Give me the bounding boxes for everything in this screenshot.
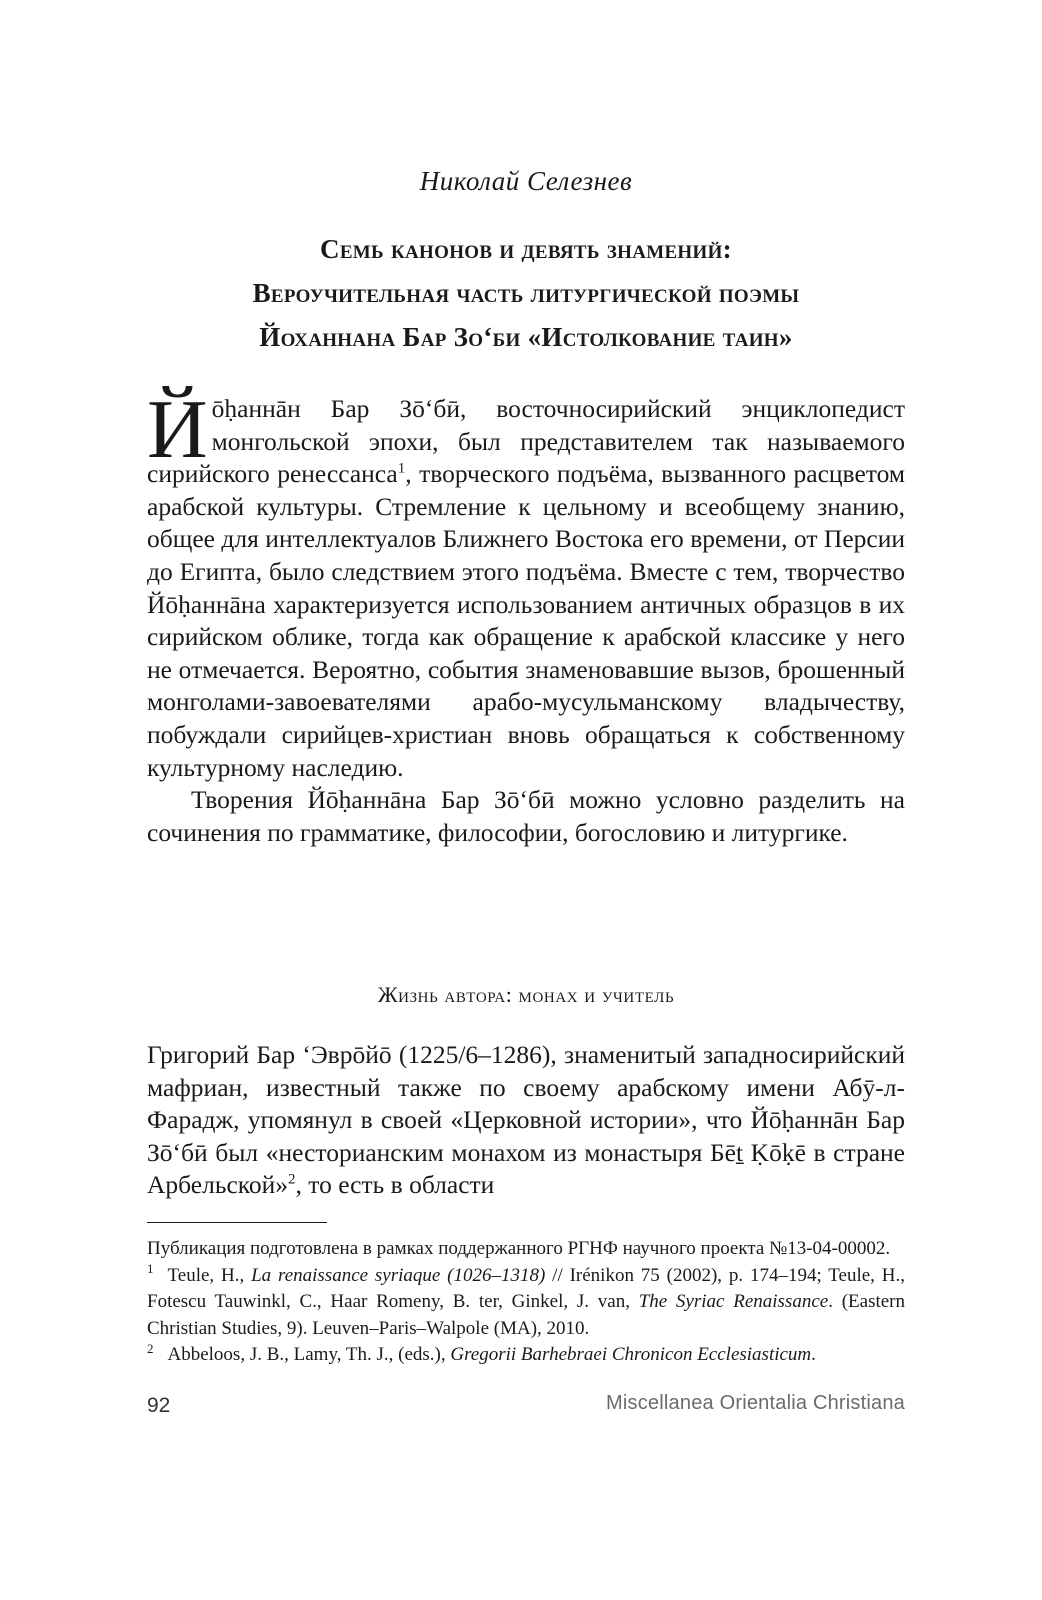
footnote-1-mark: 1 (147, 1261, 154, 1277)
footnote-1-italic-title: La renaissance syriaque (1026–1318) (251, 1264, 546, 1286)
document-page (147, 0, 905, 1600)
section-heading: Жизнь автора: монах и учитель (377, 982, 675, 1007)
section-paragraph-1 (147, 1039, 905, 1202)
intro-p1-part-b: , творческого подъёма, вызванного расцветом арабской культуры. Стремление к цельному и всеобщему знанию, общее для интеллектуалов Ближнего Востока его времени, от Персии до Египта, было следствием этого подъёма. Вместе с тем, творчество Йōḥаннāна характеризуется использованием античных образцов в их сирийском облике, тогда как обращение к арабской классике у него не отмечается. Вероятно, события знаменовавшие вызов, брошенный монголами-завоевателями арабо-мусульманскому владычеству, побуждали сирийцев-христиан вновь обращаться к собственному культурному наследию. (147, 459, 905, 782)
footnote-1-text-a: Teule, H., (167, 1264, 252, 1286)
footnote-2-mark: 2 (147, 1340, 154, 1356)
footnote-2 (147, 1342, 905, 1369)
page-number: 92 (147, 1394, 171, 1417)
footnote-1-text-c: . (Eastern Christian Studies, 9). Leuven–Paris–Walpole (MA), 2010. (147, 1291, 905, 1339)
footnote-1-italic-book: The Syriac Renaissance (638, 1291, 829, 1312)
section-text (147, 1039, 905, 1202)
intro-p1-part-a: ōḥаннāн Бар Зōʻбӣ, восточносирийский энциклопедист монгольской эпохи, был представителем так называемого сирийского ренессанса (147, 394, 905, 489)
title-line-1: Семь канонов и девять знамений: (320, 234, 732, 264)
intro-paragraph-2: Творения Йōḥаннāна Бар Зōʻбӣ можно условно разделить на сочинения по грамматике, философии, богословию и литургике. (147, 785, 905, 847)
footnote-funding: Публикация подготовлена в рамках поддержанного РГНФ научного проекта №13-04-00002. (147, 1238, 891, 1259)
section-p1-part-b: , то есть в области (295, 1170, 495, 1200)
title-line-2: Вероучительная часть литургической поэмы (252, 278, 800, 308)
section-p1-part-a: Григорий Бар ʻЭврōйō (1225/6–1286), знаменитый западносирийский мафриан, известный также по своему арабскому имени Абӯ-л-Фарадж, упомянул в своей «Церковной истории», что Йōḥаннāн Бар Зōʻбӣ был «несторианским монахом из монастыря Бēṯ Ḳōḳē в стране Арбельской» (147, 1040, 905, 1200)
intro-paragraph-1 (147, 383, 905, 784)
footnote-ref-1[interactable]: 1 (397, 460, 406, 477)
footnote-2-text-b: . (811, 1344, 816, 1365)
article-title (147, 227, 905, 359)
footnote-ref-2[interactable]: 2 (288, 1171, 296, 1188)
footnote-1-text-b: // Irénikon 75 (2002), p. 174–194; Teule, H., Fotescu Tauwinkl, C., Haar Romeny, B. ter, Ginkel, J. van, (147, 1264, 905, 1312)
footnotes (147, 1236, 905, 1369)
journal-name: Miscellanea Orientalia Christiana (606, 1392, 905, 1414)
footnote-1 (147, 1263, 905, 1343)
footnote-2-text-a: Abbeloos, J. B., Lamy, Th. J., (eds.), (167, 1344, 451, 1365)
footnote-divider (147, 1222, 327, 1223)
drop-cap: Й (147, 383, 208, 476)
footnote-2-italic-title: Gregorii Barhebraei Chronicon Ecclesiasticum (450, 1344, 812, 1365)
author-name: Николай Селезнев (419, 166, 633, 196)
intro-text (147, 383, 905, 849)
title-line-3: Йоханнана Бар Зоʻби «Истолкование таин» (259, 322, 793, 352)
